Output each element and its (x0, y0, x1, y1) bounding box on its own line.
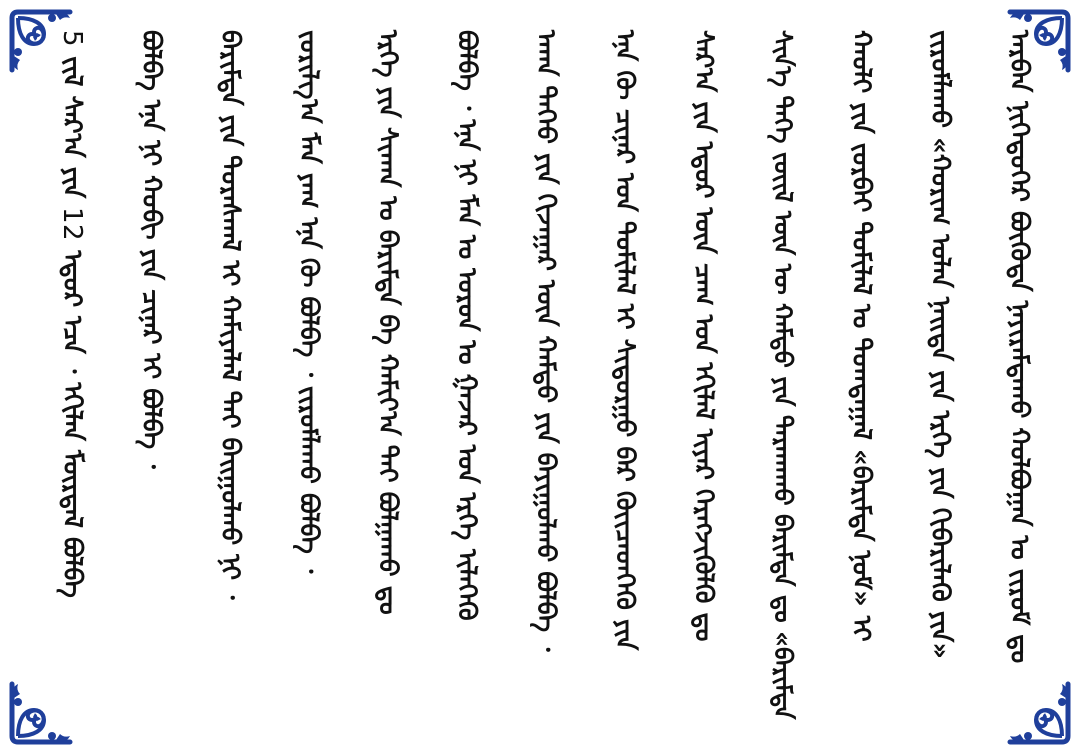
text-column (914, 30, 966, 730)
text-column (993, 30, 1045, 730)
mongolian-text-block (30, 30, 1055, 730)
text-column-line: ᠪᠠᠷᠢᠮᠲᠠ ᠶᠢᠨ ᠳᠤᠷᠠᠰᠬᠠᠯ ᠢ ᠬᠠᠮᠢᠶᠠᠯᠠᠯ ᠲᠠᠢ ᠪᠠᠢᠭᠤᠯᠬᠤ ᠨᠢ ᠂ (214, 30, 245, 600)
text-fragment: ᠰᠠᠷ᠎ᠠ ᠶᠢᠨ (57, 95, 87, 199)
text-column-line: ᠡᠨᠡ ᠬᠦ ᠴᠢᠨᠠᠷ ᠤᠨ ᠲᠣᠮᠢᠯᠠᠯ ᠢ ᠰᠢᠳᠤᠷᠭᠤ ᠪᠠᠷ ᠭᠦᠢᠴᠡᠳᠬᠡᠬᠦ ᠶᠢᠨ (609, 30, 640, 651)
text-column-line: ᠠᠷᠪᠠᠨ ᠨᠢᠭᠡᠳᠦᠭᠡᠷ ᠪᠦᠭᠦᠳᠡ ᠨᠠᠶᠢᠷᠠᠮᠳᠠᠬᠤ ᠬᠣᠯᠪᠣᠭᠠᠨ ᠤ ᠵᠢᠷᠤᠮ ᠳᠤ (1003, 30, 1034, 664)
text-column-line: ᠪᠣᠯᠪᠠ ᠂ ᠡᠨᠡ ᠨᠢ ᠮᠠᠨ ᠤ ᠣᠷᠣᠨ ᠤ ᠭᠠᠵᠠᠷ ᠤᠨ ᠡᠷᠬᠡ ᠢᠯᠡᠭᠡᠬᠦ (451, 30, 482, 621)
text-column (441, 30, 493, 730)
text-column (756, 30, 808, 730)
text-column (362, 30, 414, 730)
text-column (598, 30, 650, 730)
text-column (204, 30, 256, 730)
text-fragment: ᠡᠳᠦᠷ ᠡᠴᠡ ᠂ ᠡᠬᠢᠯᠡᠨ ᠮᠦᠷᠳᠡᠯ ᠪᠣᠯᠪᠠ (57, 250, 87, 598)
text-column-line: ᠵᠢᠷᠤᠮᠯᠠᠬᠤ «ᠬᠣᠷᠢᠭ ᠣᠯᠠᠨ ᠨᠡᠢᠲᠡ ᠶᠢᠨ ᠡᠷᠬᠡ ᠶᠢᠨ ᠬᠢᠪᠡᠷᠢᠯᠡᠬᠦ ᠶᠢᠨ» (924, 30, 955, 660)
text-column-line: ᠡᠷᠬᠡ ᠶᠢᠨ ᠰᠢᠬᠠᠨ ᠤ ᠪᠠᠷᠢᠮᠲᠠ ᠪᠠ ᠬᠠᠮᠢᠶ᠎ᠠ ᠲᠠᠢ ᠪᠣᠯᠭᠠᠬᠤ ᠳᠤ (372, 30, 403, 615)
text-column (677, 30, 729, 730)
day-number: 5 (57, 30, 87, 48)
text-column (835, 30, 887, 730)
text-column-line (59, 30, 85, 598)
text-column-line: ᠰᠢᠨ᠎ᠡ ᠳᠡᠭᠡ ᠵᠦᠢᠯ ᠦᠨ ᠦ ᠬᠠᠮᠲᠤ ᠶᠢᠨ ᠲᠠᠷᠠᠬᠠᠬᠤ ᠪᠠᠷᠢᠮᠲᠠ ᠳᠤ «ᠪᠠᠷᠢᠮᠲᠠ (768, 30, 798, 720)
text-fragment: ᠵᠢᠯ (57, 56, 87, 87)
text-column (519, 30, 571, 730)
text-column-line: ᠪᠣᠯᠪᠠ ᠡᠨᠡ ᠨᠢ ᠬᠤᠪᠢ ᠶᠢᠨ ᠴᠢᠨᠠᠷ ᠢ ᠪᠣᠯᠪᠠ ᠂ (135, 30, 166, 469)
text-column-line: ᠰᠠᠷ᠎ᠠ ᠶᠢᠨ ᠡᠳᠦᠷ ᠦᠨ ᠴᠠᠭ ᠤᠨ ᠡᠬᠢᠯᠡᠯ ᠢᠶᠠᠷ ᠬᠡᠷᠡᠭᠵᠢᠭᠦᠯᠬᠦ ᠳᠤ (688, 30, 719, 642)
text-column-line: ᠠᠬᠠ ᠳᠡᠭᠡᠦ ᠶᠢᠨ ᠬᠢᠵᠠᠭᠠᠷ ᠦᠨ ᠬᠠᠮᠲᠤ ᠶᠢᠨ ᠪᠠᠶᠢᠭᠤᠯᠬᠤ ᠪᠣᠯᠪᠠ ᠂ (530, 30, 561, 652)
month-number: 12 (57, 207, 87, 242)
text-column-line: ᠬᠠᠤᠯᠢ ᠶᠢᠨ ᠵᠤᠷᠪᠠᠶ ᠲᠣᠮᠢᠯᠠᠯ ᠤ ᠲᠣᠭᠲᠠᠭᠠᠯ «ᠪᠠᠷᠢᠮᠲᠠ ᠨᠣᠮ» ᠢ (846, 30, 877, 642)
text-column (125, 30, 177, 730)
text-column (283, 30, 335, 730)
text-column-last (46, 30, 98, 730)
text-column-line: ᠵᠣᠷᠢᠯᠭ᠎ᠠ ᠮᠠᠨ ᠶᠠᠭ ᠡᠨᠡ ᠬᠦ ᠪᠣᠯᠪᠠ ᠂ ᠵᠢᠷᠤᠮᠯᠠᠬᠤ ᠪᠣᠯᠪᠠ ᠂ (293, 30, 324, 574)
